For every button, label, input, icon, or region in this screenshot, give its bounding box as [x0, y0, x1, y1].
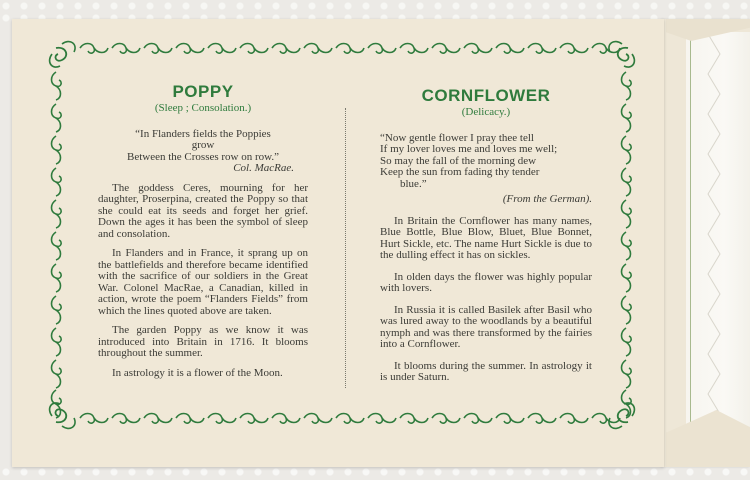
- poppy-poem: [98, 129, 308, 164]
- cornflower-attribution: (From the German).: [502, 193, 592, 205]
- poppy-subtitle: (Sleep ; Consolation.): [154, 102, 252, 114]
- cornflower-title: CORNFLOWER: [421, 86, 551, 105]
- cornflower-subtitle: (Delicacy.): [461, 106, 511, 118]
- cornflower-paragraph: It blooms during the summer. In astrology it is under Saturn.: [380, 359, 592, 383]
- cornflower-paragraph: In olden days the flower was highly popular with lovers.: [380, 270, 592, 294]
- poem-line: So may the fall of the morning dew: [380, 154, 537, 167]
- cornflower-poem: [380, 133, 592, 191]
- poem-line: “Now gentle flower I pray thee tell: [380, 131, 534, 144]
- border-top: [80, 44, 620, 54]
- poem-line: grow: [191, 139, 215, 151]
- poppy-paragraph: The goddess Ceres, mourning for her daughter, Proserpina, created the Poppy so that she could eat its seeds and forget her grief. Down the ages it has been the symbol of sleep and consolation.: [98, 181, 308, 240]
- poem-line: Between the Crosses row on row.”: [126, 150, 280, 163]
- poem-line: blue.”: [400, 177, 427, 190]
- poem-line: Keep the sun from fading thy tender: [380, 166, 540, 178]
- poppy-title: POPPY: [172, 82, 234, 101]
- poppy-paragraph: In astrology it is a flower of the Moon.: [112, 366, 283, 379]
- border-right: [622, 72, 632, 418]
- poppy-section: [98, 82, 308, 379]
- cornflower-paragraph: In Britain the Cornflower has many names, Blue Bottle, Blue Blow, Bluet, Blue Bonnet, Hurt Sickle, etc. The name Hurt Sickle is due to the dulling effect it has on sickles.: [380, 214, 592, 261]
- cornflower-section: [380, 86, 592, 384]
- poem-line: If my lover loves me and loves me well;: [380, 143, 558, 155]
- column-divider: [345, 108, 346, 388]
- poppy-paragraph: In Flanders and in France, it sprang up on the battlefields and therefore became identified with the sacrifice of our soldiers in the Great War. Colonel MacRae, a Canadian, killed in action, wrote the poem “Flanders Fields” from which the lines quoted above are taken.: [98, 247, 308, 317]
- poem-line: “In Flanders fields the Poppies: [135, 127, 271, 140]
- cornflower-paragraph: In Russia it is called Basilek after Basil who was lured away to the woodlands by a beautiful nymph and was there transformed by the fairies into a Cornflower.: [380, 303, 592, 350]
- poppy-paragraph: The garden Poppy as we know it was introduced into Britain in 1716. It blooms throughout the summer.: [98, 324, 308, 359]
- border-bottom: [80, 414, 620, 424]
- border-left: [52, 72, 62, 418]
- poppy-attribution: Col. MacRae.: [233, 162, 294, 174]
